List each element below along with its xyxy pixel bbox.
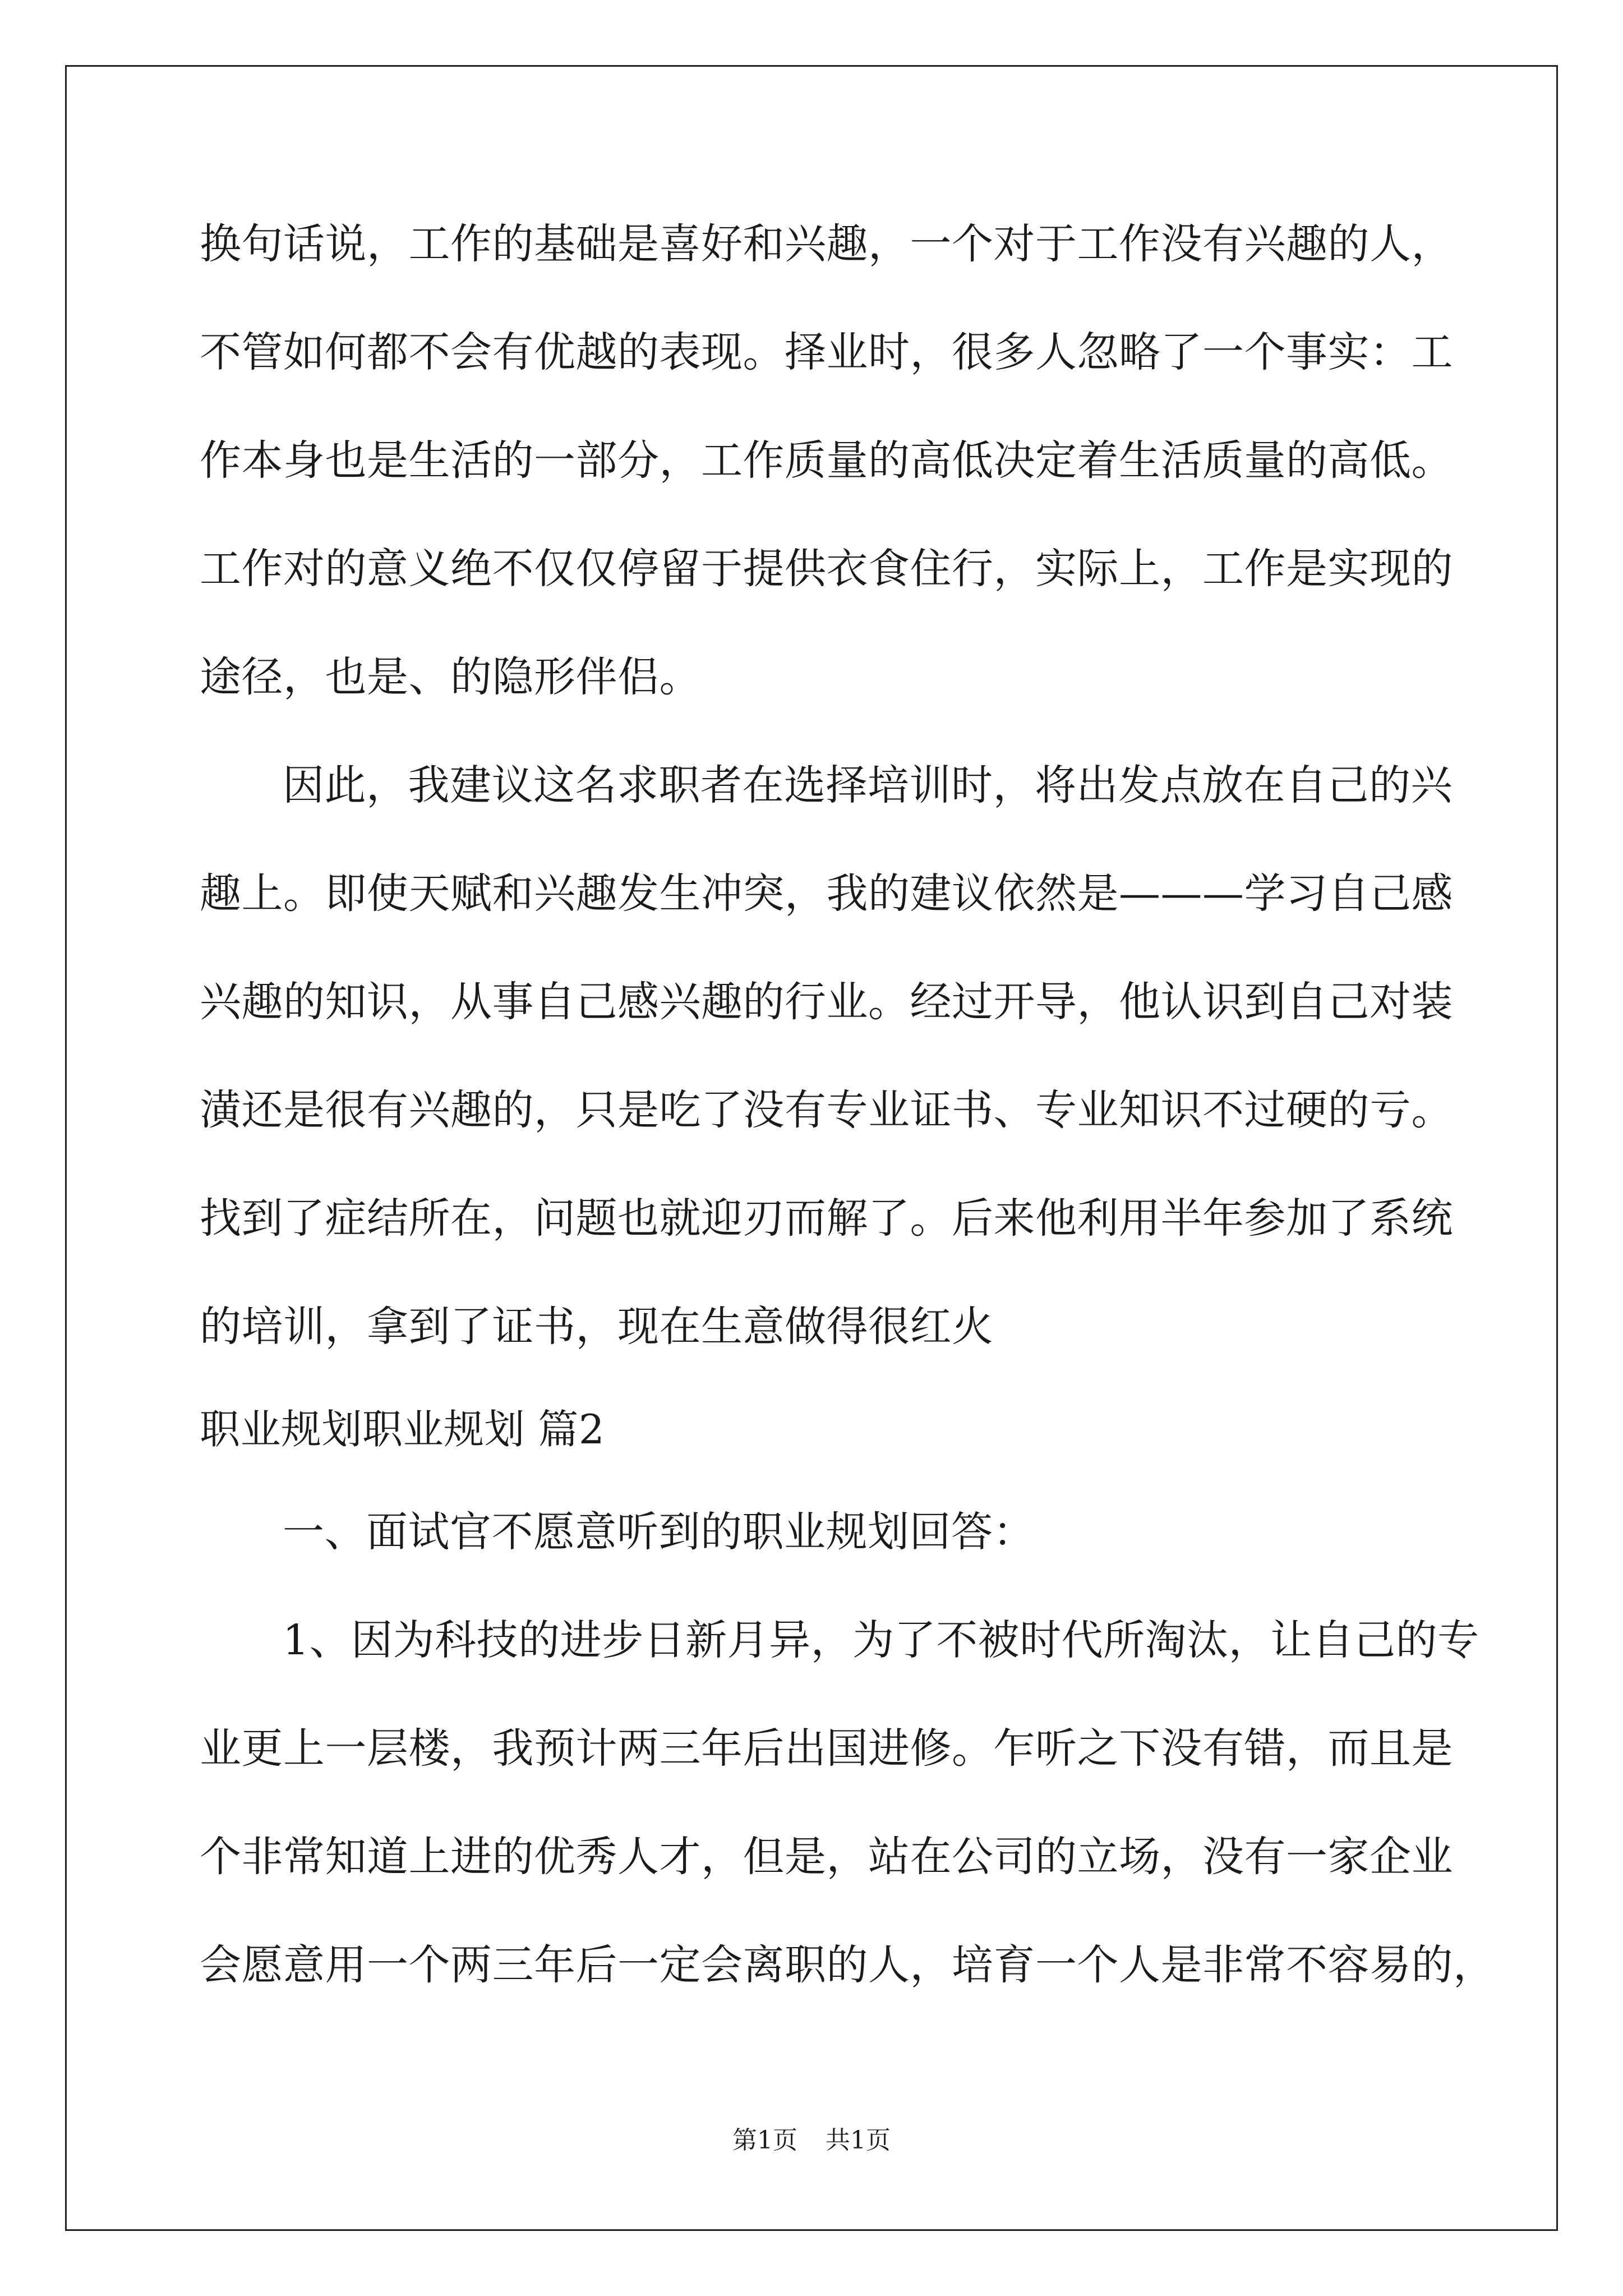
text-line-13: 一、面试官不愿意听到的职业规划回答： [283, 1508, 1035, 1556]
text-line-17: 会愿意用一个两三年后一定会离职的人，培育一个人是非常不容易的， [200, 1941, 1495, 1989]
text-line-7: 趣上。即使天赋和兴趣发生冲突，我的建议依然是———学习自己感 [200, 869, 1453, 918]
text-line-6: 因此，我建议这名求职者在选择培训时，将出发点放在自己的兴 [283, 761, 1453, 809]
text-line-10: 找到了症结所在，问题也就迎刃而解了。后来他利用半年参加了系统 [200, 1194, 1453, 1243]
text-line-9: 潢还是很有兴趣的，只是吃了没有专业证书、专业知识不过硬的亏。 [200, 1086, 1453, 1134]
section-heading: 职业规划职业规划 篇2 [200, 1406, 605, 1453]
text-line-2: 不管如何都不会有优越的表现。择业时，很多人忽略了一个事实：工 [200, 328, 1453, 376]
text-line-4: 工作对的意义绝不仅仅停留于提供衣食住行，实际上，工作是实现的 [200, 545, 1453, 593]
text-line-11: 的培训，拿到了证书，现在生意做得很红火 [200, 1303, 994, 1351]
text-line-5: 途径，也是、的隐形伴侣。 [200, 653, 701, 701]
page-number-current: 第1页 [732, 2126, 797, 2155]
text-line-15: 业更上一层楼，我预计两三年后出国进修。乍听之下没有错，而且是 [200, 1724, 1453, 1773]
text-line-16: 个非常知道上进的优秀人才，但是，站在公司的立场，没有一家企业 [200, 1833, 1453, 1881]
page-number-total: 共1页 [826, 2126, 891, 2155]
text-line-3: 作本身也是生活的一部分，工作质量的高低决定着生活质量的高低。 [200, 436, 1453, 485]
text-line-1: 换句话说，工作的基础是喜好和兴趣，一个对于工作没有兴趣的人， [200, 220, 1453, 268]
page-footer [0, 2124, 1623, 2157]
text-line-8: 兴趣的知识，从事自己感兴趣的行业。经过开导，他认识到自己对装 [200, 978, 1453, 1026]
text-line-14: 1、因为科技的进步日新月异，为了不被时代所淘汰，让自己的专 [283, 1616, 1479, 1664]
